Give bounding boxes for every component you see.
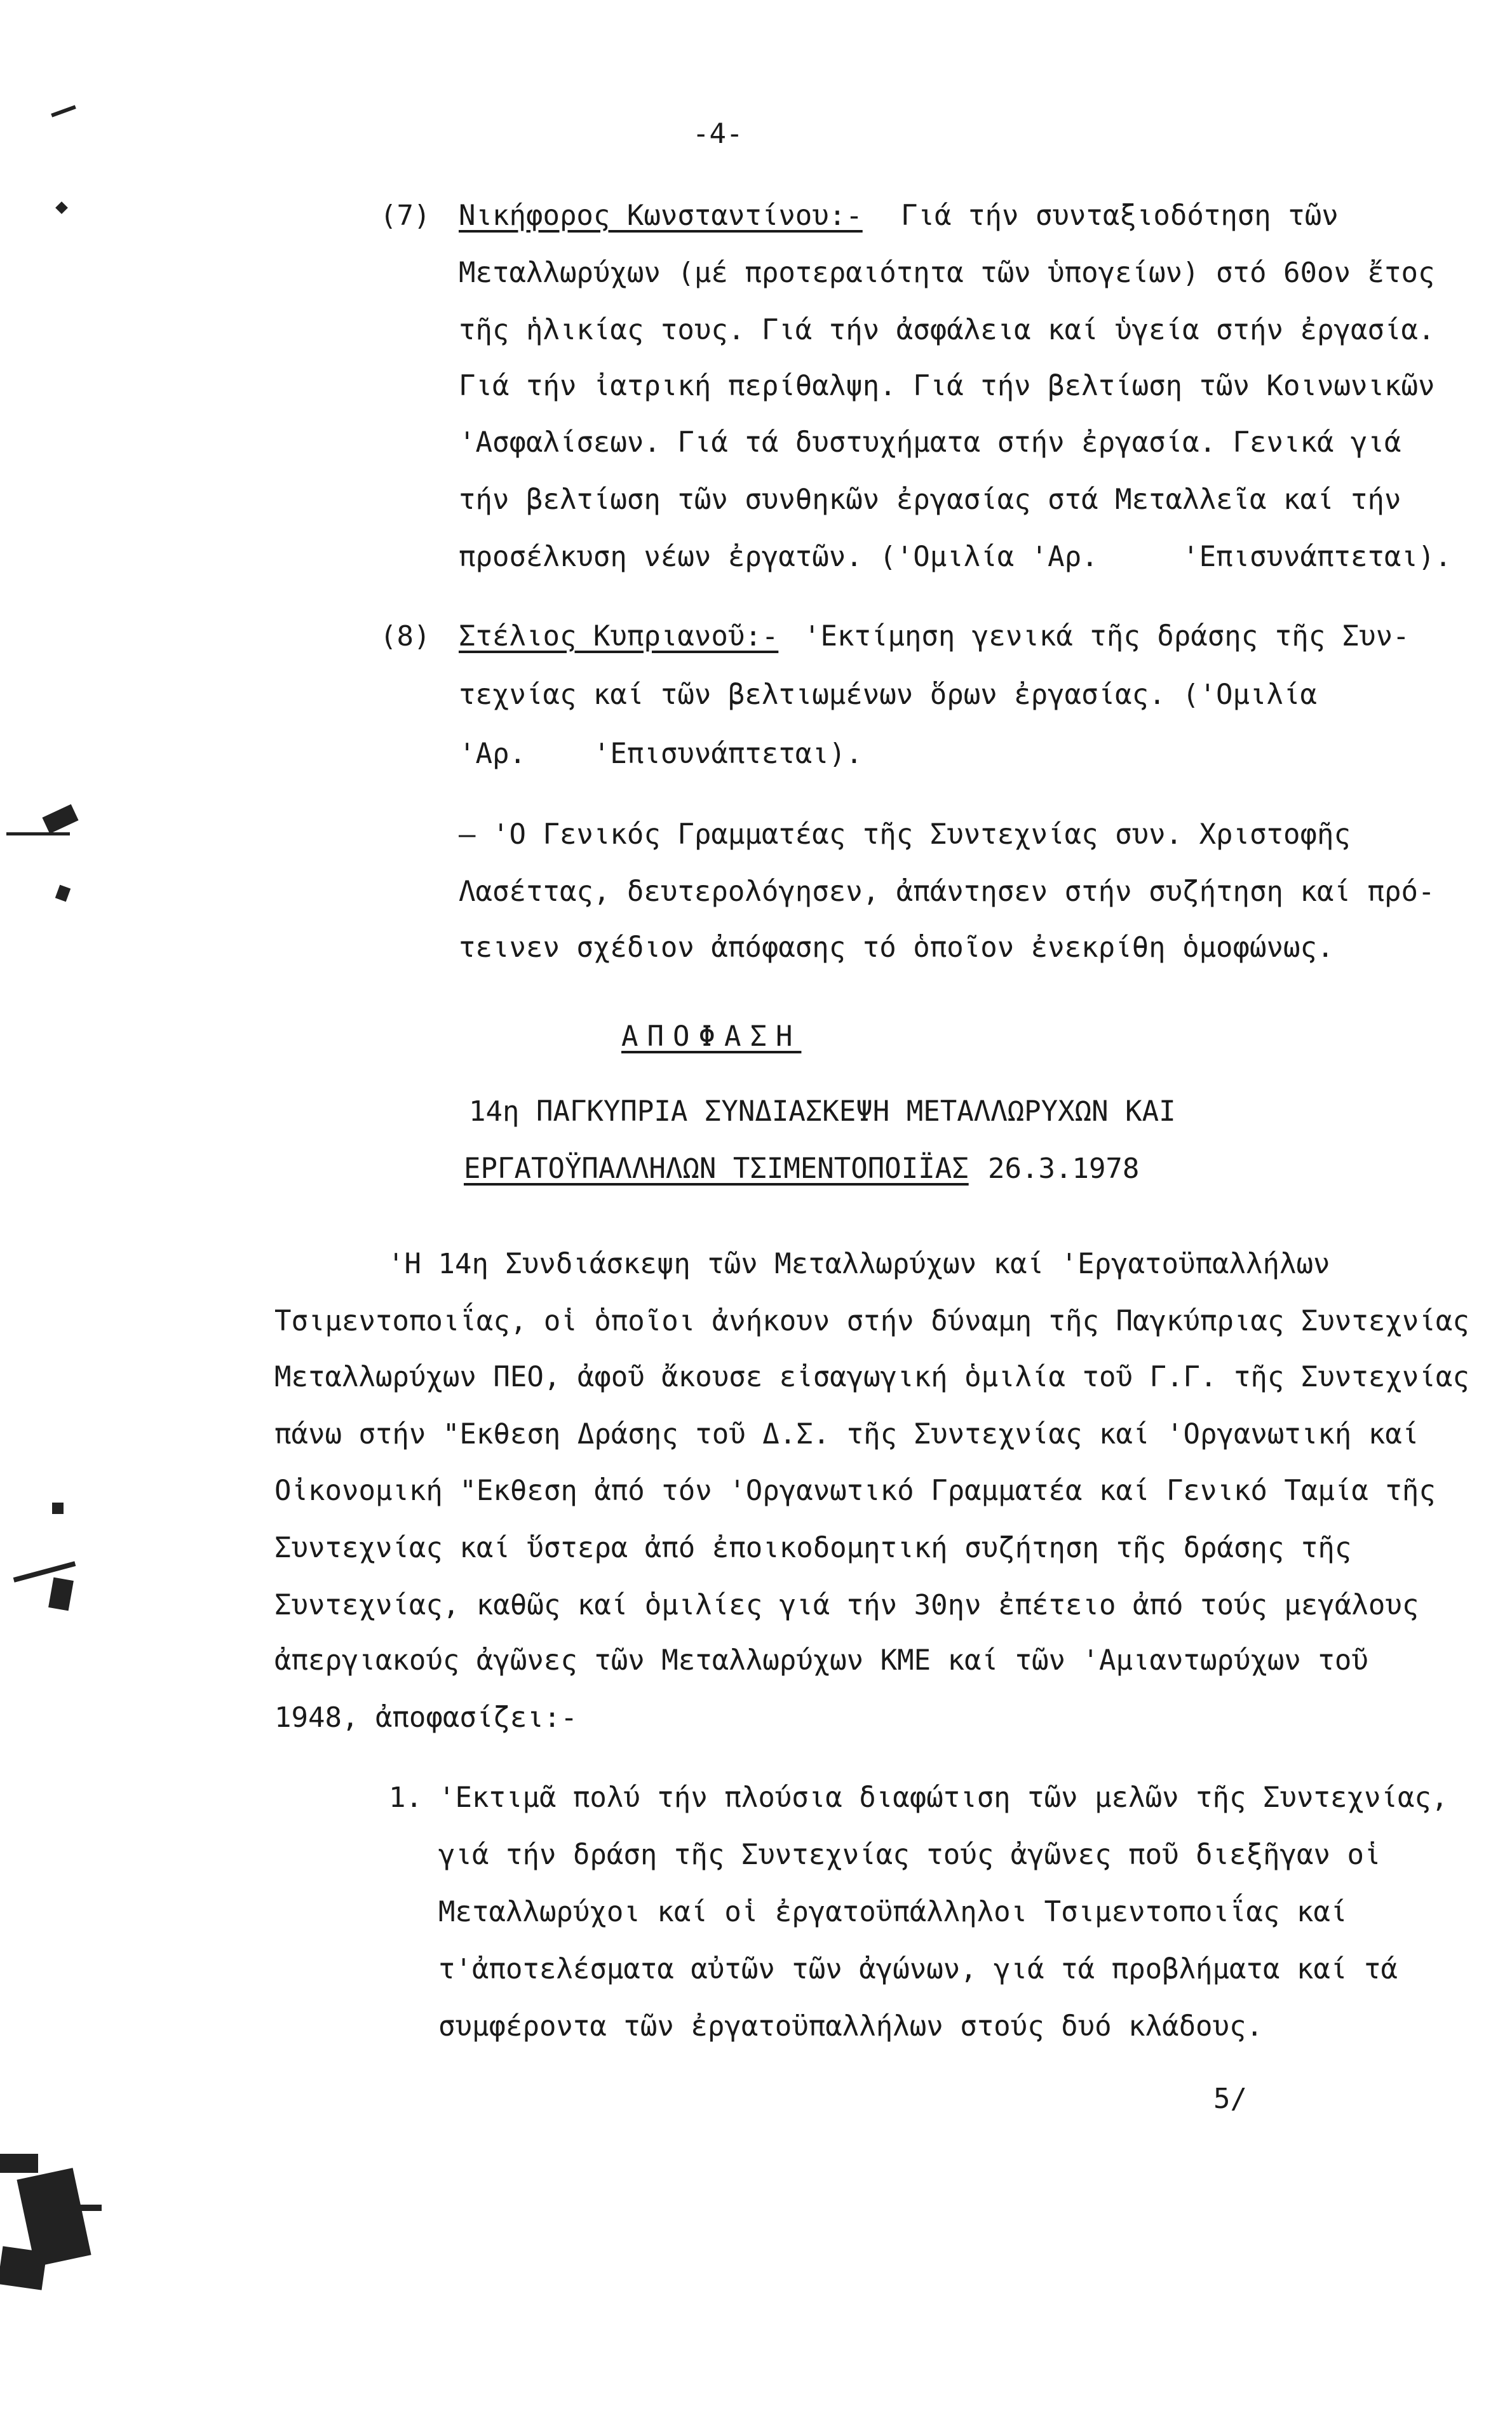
- text-line: 'Εκτίμηση γενικά τῆς δράσης τῆς Συν-: [804, 620, 1410, 652]
- scan-mark: [55, 201, 68, 214]
- text-line: 1948, ἀποφασίζει:-: [274, 1701, 577, 1734]
- text-line: 'Η 14η Συνδιάσκεψη τῶν Μεταλλωρύχων καί 'Εργατοϋπαλλήλων: [388, 1248, 1330, 1280]
- item-number: (7): [380, 199, 431, 232]
- page-number: -4-: [692, 118, 743, 150]
- text-line: ἀπεργιακούς ἀγῶνες τῶν Μεταλλωρύχων ΚΜΕ καί τῶν 'Αμιαντωρύχων τοῦ: [274, 1644, 1368, 1677]
- scan-mark: [55, 885, 71, 902]
- speaker-name: Στέλιος Κυπριανοῦ:-: [459, 620, 779, 652]
- text-line: 'Αρ. 'Επισυνάπτεται).: [459, 738, 863, 770]
- scan-mark: [0, 2246, 47, 2290]
- text-line: Μεταλλωρύχων ΠΕΟ, ἀφοῦ ἄκουσε εἰσαγωγική ὁμιλία τοῦ Γ.Γ. τῆς Συντεχνίας: [274, 1361, 1469, 1393]
- text-line: Συντεχνίας, καθῶς καί ὁμιλίες γιά τήν 30ην ἐπέτειο ἀπό τούς μεγάλους: [274, 1589, 1419, 1621]
- scan-mark: [51, 105, 76, 117]
- item-number: (8): [380, 620, 431, 652]
- decision-subtitle: 14η ΠΑΓΚΥΠΡΙΑ ΣΥΝΔΙΑΣΚΕΨΗ ΜΕΤΑΛΛΩΡΥΧΩΝ ΚΑΙ: [469, 1095, 1176, 1128]
- point-number: 1.: [389, 1781, 422, 1814]
- text-line: πάνω στήν "Εκθεση Δράσης τοῦ Δ.Σ. τῆς Συντεχνίας καί 'Οργανωτική καί: [274, 1418, 1419, 1450]
- text-line: Συντεχνίας καί ὕστερα ἀπό ἐποικοδομητική συζήτηση τῆς δράσης τῆς: [274, 1532, 1352, 1564]
- scan-mark: [48, 1578, 74, 1611]
- text-line: 'Εκτιμᾶ πολύ τήν πλούσια διαφώτιση τῶν μελῶν τῆς Συντεχνίας,: [438, 1781, 1448, 1814]
- text-line: τεινεν σχέδιον ἀπόφασης τό ὁποῖον ἐνεκρίθη ὁμοφώνως.: [459, 931, 1334, 964]
- scan-mark: [0, 2154, 38, 2173]
- scan-mark: [42, 804, 78, 834]
- decision-date: 26.3.1978: [988, 1153, 1140, 1185]
- text-line: Γιά τήν ἰατρική περίθαλψη. Γιά τήν βελτίωση τῶν Κοινωνικῶν: [459, 370, 1435, 402]
- text-line: Μεταλλωρύχων (μέ προτεραιότητα τῶν ὑπογείων) στό 60ον ἔτος: [459, 257, 1435, 289]
- speaker-name: Νικήφορος Κωνσταντίνου:-: [459, 199, 863, 232]
- decision-title: ΑΠΟΦΑΣΗ: [621, 1020, 802, 1053]
- text-line: τ'ἀποτελέσματα αὐτῶν τῶν ἀγώνων, γιά τά προβλήματα καί τά: [438, 1953, 1398, 1985]
- text-line: Οἰκονομική "Εκθεση ἀπό τόν 'Οργανωτικό Γραμματέα καί Γενικό Ταμία τῆς: [274, 1475, 1436, 1507]
- decision-subtitle: ΕΡΓΑΤΟΫΠΑΛΛΗΛΩΝ ΤΣΙΜΕΝΤΟΠΟΙΪΑΣ: [464, 1153, 969, 1185]
- text-line: τεχνίας καί τῶν βελτιωμένων ὅρων ἐργασίας. ('Ομιλία: [459, 679, 1318, 711]
- text-line: Τσιμεντοποιΐας, οἱ ὁποῖοι ἀνήκουν στήν δύναμη τῆς Παγκύπριας Συντεχνίας: [274, 1305, 1469, 1337]
- text-line: Γιά τήν συνταξιοδότηση τῶν: [901, 199, 1339, 232]
- text-line: 'Ασφαλίσεων. Γιά τά δυστυχήματα στήν ἐργασία. Γενικά γιά: [459, 426, 1401, 459]
- continuation-marker: 5/: [1213, 2083, 1247, 2115]
- text-line: συμφέροντα τῶν ἐργατοϋπαλλήλων στούς δυό κλάδους.: [438, 2010, 1264, 2043]
- scan-mark: [6, 832, 70, 835]
- text-line: τῆς ἡλικίας τους. Γιά τήν ἀσφάλεια καί ὑγεία στήν ἐργασία.: [459, 314, 1435, 346]
- text-line: Μεταλλωρύχοι καί οἱ ἐργατοϋπάλληλοι Τσιμεντοποιΐας καί: [438, 1896, 1347, 1928]
- text-line: προσέλκυση νέων ἐργατῶν. ('Ομιλία 'Αρ. 'Επισυνάπτεται).: [459, 541, 1452, 573]
- scan-mark: [52, 1503, 64, 1514]
- text-line: τήν βελτίωση τῶν συνθηκῶν ἐργασίας στά Μεταλλεῖα καί τήν: [459, 483, 1401, 516]
- scan-mark: [76, 2205, 102, 2211]
- text-line: — 'Ο Γενικός Γραμματέας τῆς Συντεχνίας συν. Χριστοφῆς: [459, 818, 1351, 851]
- text-line: γιά τήν δράση τῆς Συντεχνίας τούς ἀγῶνες ποῦ διεξῆγαν οἱ: [438, 1839, 1381, 1871]
- text-line: Λασέττας, δευτερολόγησεν, ἀπάντησεν στήν συζήτηση καί πρό-: [459, 875, 1435, 908]
